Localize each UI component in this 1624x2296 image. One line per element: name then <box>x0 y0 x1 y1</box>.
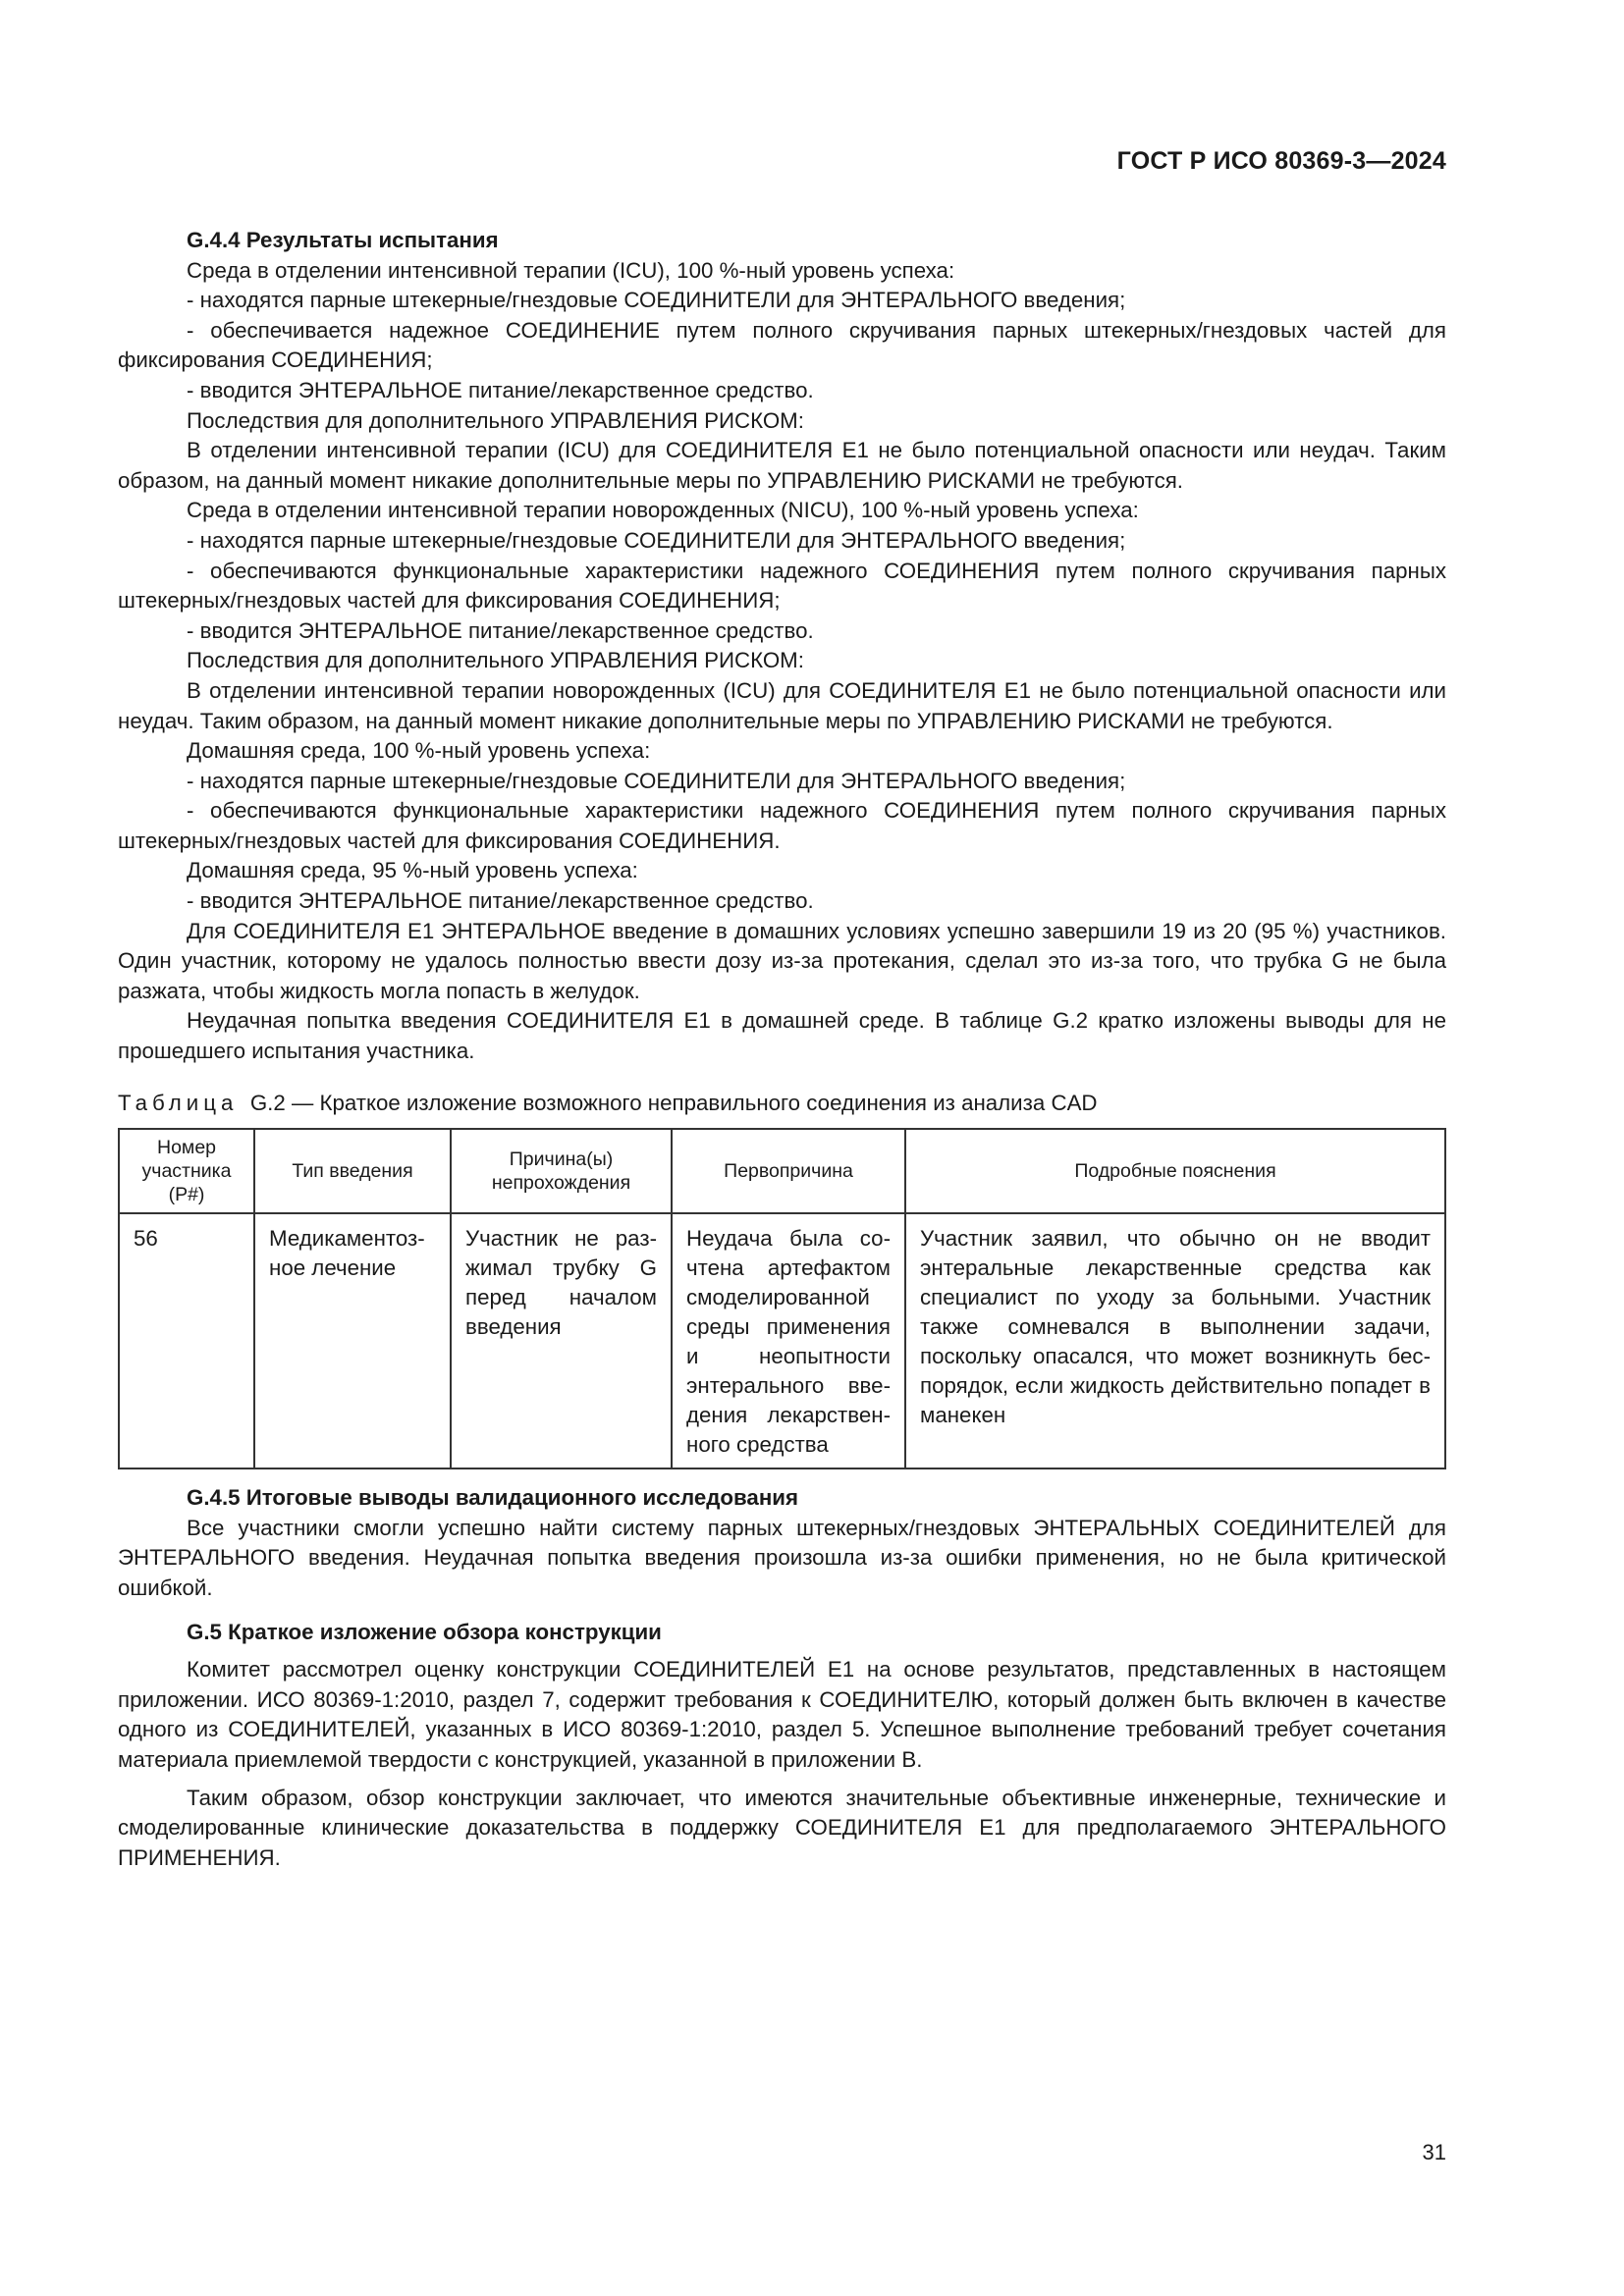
paragraph: Последствия для дополнительного УПРАВЛЕНИЯ РИСКОМ: <box>187 648 804 673</box>
paragraph: В отделении интенсивной терапии новорожденных (ICU) для СОЕДИНИТЕЛЯ Е1 не было потенциальной опасности или неудач. Таким образом, на данный момент никакие дополнительные меры по УПРАВЛЕНИЮ РИСКАМИ не требуются. <box>118 677 1446 733</box>
list-item: - обеспечиваются функциональные характеристики надежного СОЕДИНЕНИЯ путем полного скручивания парных штекерных/гнездовых частей для фиксирования СОЕДИНЕНИЯ; <box>118 558 1446 614</box>
paragraph: Таким образом, обзор конструкции заключает, что имеются значительные объективные инженерные, технические и смоделированные клинические доказательства в поддержку СОЕДИНИТЕЛЯ Е1 для предполагаемого ЭНТЕРАЛЬНОГО ПРИМЕНЕНИЯ. <box>118 1785 1446 1870</box>
table-cell: 56 <box>119 1213 254 1468</box>
paragraph: Домашняя среда, 100 %-ный уровень успеха: <box>187 738 651 764</box>
paragraph: Для СОЕДИНИТЕЛЯ Е1 ЭНТЕРАЛЬНОЕ введение в домашних условиях успешно завершили 19 из 20 (95 %) участников. Один участник, которому не удалось полностью ввести дозу из-за протекания, сделал это из-за того, что трубка G не была разжата, чтобы жидкость могла попасть в желудок. <box>118 918 1446 1003</box>
table-cell: Участник не разжимал трубку G перед началом введения <box>451 1213 672 1468</box>
document-body <box>118 226 1446 1873</box>
paragraph: Домашняя среда, 95 %-ный уровень успеха: <box>187 858 638 883</box>
list-item: - обеспечиваются функциональные характеристики надежного СОЕДИНЕНИЯ путем полного скручивания парных штекерных/гнездовых частей для фиксирования СОЕДИНЕНИЯ. <box>118 798 1446 853</box>
paragraph: Неудачная попытка введения СОЕДИНИТЕЛЯ Е1 в домашней среде. В таблице G.2 кратко изложены выводы для не прошедшего испытания участника. <box>118 1008 1446 1064</box>
column-header: Номер участника (P#) <box>119 1129 254 1213</box>
section-heading-g45: G.4.5 Итоговые выводы валидационного исследования <box>187 1485 799 1511</box>
page-number: 31 <box>1422 2140 1446 2164</box>
paragraph: Все участники смогли успешно найти систему парных штекерных/гнездовых ЭНТЕРАЛЬНЫХ СОЕДИНИТЕЛЕЙ для ЭНТЕРАЛЬНОГО введения. Неудачная попытка введения произошла из-за ошибки применения, но не была критической ошибкой. <box>118 1515 1446 1600</box>
list-item: - вводится ЭНТЕРАЛЬНОЕ питание/лекарственное средство. <box>187 617 814 643</box>
section-heading-g5: G.5 Краткое изложение обзора конструкции <box>187 1619 662 1644</box>
table-cell: Медикаментозное лечение <box>254 1213 451 1468</box>
paragraph: Среда в отделении интенсивной терапии новорожденных (NICU), 100 %-ный уровень успеха: <box>187 498 1139 523</box>
table-caption <box>118 1089 1446 1119</box>
table-row <box>119 1213 1445 1468</box>
table-g2 <box>118 1128 1446 1469</box>
table-cell: Участник заявил, что обычно он не вводит энтеральные лекарственные средства как специалист по уходу за больными. Участник также сомневался в выполнении задачи, поскольку опасался, что может возникнуть беспорядок, если жидкость действительно попадет в манекен <box>905 1213 1445 1468</box>
standard-header: ГОСТ Р ИСО 80369-3—2024 <box>1116 147 1446 175</box>
table-header-row <box>119 1129 1445 1213</box>
list-item: - вводится ЭНТЕРАЛЬНОЕ питание/лекарственное средство. <box>187 888 814 914</box>
table-caption-text: G.2 — Краткое изложение возможного неправильного соединения из анализа CAD <box>249 1090 1098 1115</box>
paragraph: Среда в отделении интенсивной терапии (ICU), 100 %-ный уровень успеха: <box>187 257 955 283</box>
paragraph: Последствия для дополнительного УПРАВЛЕНИЯ РИСКОМ: <box>187 407 804 433</box>
column-header: Первопричина <box>672 1129 905 1213</box>
list-item: - находятся парные штекерные/гнездовые СОЕДИНИТЕЛИ для ЭНТЕРАЛЬНОГО введения; <box>187 768 1126 793</box>
table-caption-label: Таблица <box>118 1090 239 1115</box>
section-heading-g44: G.4.4 Результаты испытания <box>187 228 499 252</box>
list-item: - вводится ЭНТЕРАЛЬНОЕ питание/лекарственное средство. <box>187 377 814 402</box>
list-item: - обеспечивается надежное СОЕДИНЕНИЕ путем полного скручивания парных штекерных/гнездовых частей для фиксирования СОЕДИНЕНИЯ; <box>118 317 1446 373</box>
list-item: - находятся парные штекерные/гнездовые СОЕДИНИТЕЛИ для ЭНТЕРАЛЬНОГО введения; <box>187 527 1126 553</box>
column-header: Подробные пояснения <box>905 1129 1445 1213</box>
list-item: - находятся парные штекерные/гнездовые СОЕДИНИТЕЛИ для ЭНТЕРАЛЬНОГО введения; <box>187 288 1126 313</box>
column-header: Тип введения <box>254 1129 451 1213</box>
column-header: Причина(ы) непрохождения <box>451 1129 672 1213</box>
paragraph: Комитет рассмотрел оценку конструкции СОЕДИНИТЕЛЕЙ Е1 на основе результатов, представленных в настоящем приложении. ИСО 80369-1:2010, раздел 7, содержит требования к СОЕДИНИТЕЛЮ, который должен быть включен в качестве одного из СОЕДИНИТЕЛЕЙ, указанных в ИСО 80369-1:2010, раздел 5. Успешное выполнение требований требует сочетания материала приемлемой твердости с конструкцией, указанной в приложении В. <box>118 1657 1446 1772</box>
table-cell: Неудача была сочтена артефактом смоделированной среды применения и неопытности энтерального введения лекарственного средства <box>672 1213 905 1468</box>
paragraph: В отделении интенсивной терапии (ICU) для СОЕДИНИТЕЛЯ Е1 не было потенциальной опасности или неудач. Таким образом, на данный момент никакие дополнительные меры по УПРАВЛЕНИЮ РИСКАМИ не требуются. <box>118 438 1446 493</box>
